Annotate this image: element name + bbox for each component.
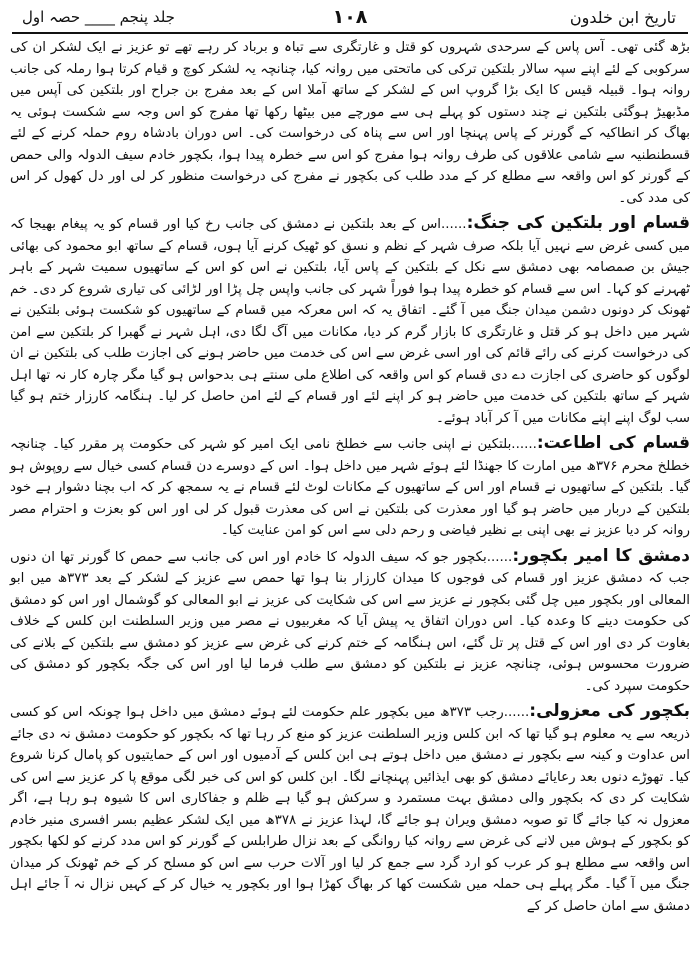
page-header <box>10 4 690 32</box>
page-number: ۱۰۸ <box>332 6 368 28</box>
section-text: ......بلتکین نے اپنی جانب سے خطلخ نامی ایک امیر کو شہر کی حکومت پر مقرر کیا۔ چنانچہ خطلخ محرم ۳۷۶ھ میں امارت کا جھنڈا لئے ہوئے شہر میں داخل ہوا۔ اس کے دوسرے دن قسام کسی خیال سے روپوش ہو گیا۔ بلتکین کے ساتھیوں نے قسام اور اس کے ساتھیوں کے مکانات لوٹ لئے قسام نے یہ سمجھ کر کہ اب بچنا دشوار ہے خود بلتکین کے دربار میں حاضر ہو گیا اور معذرت کی بلتکین نے اس کی معذرت قبول کر لی اور اس کو بعزت و احترام مصر روانہ کر دیا عزیز نے بھی اپنی بے نظیر فیاضی و رحم دلی سے اس کو امن عنایت کیا۔ <box>10 437 690 538</box>
section-damascus-amir-bakchur <box>10 546 690 698</box>
section-heading: بکچور کی معزولی: <box>529 701 690 721</box>
section-qassam-baltakin-war <box>10 213 690 429</box>
section-qassam-obedience <box>10 433 690 542</box>
paragraph-1-text: بڑھ گئی تھی۔ آس پاس کے سرحدی شہروں کو قتل و غارتگری سے تباہ و برباد کر رہے تھے تو عزیز نے ایک لشکر ان کی سرکوبی کے لئے اپنے سپہ سالار بلتکین ترکی کی ماتحتی میں روانہ کیا، چنانچہ یہ لشکر کوچ و قیام کرتا ہوا رملہ کی جانب روانہ ہوا۔ قبیلہ قیس کا ایک بڑا گروپ اس کے لشکر کے ساتھ آملا اس کے بعد مفرج بن جراح اور بلتکین کی آپس میں مڈبھیڑ ہوگئی بلتکین نے چند دستوں کو پہلے ہی سے مورچے میں بیٹھا رکھا تھا مفرج کو اس وجہ سے شکست ہوئی یہ بھاگ کر انطاکیہ کے گورنر کے پاس پہنچا اور اس سے پناہ کی درخواست کی۔ اس دوران بادشاہ روم حملہ کرنے کے لئے قسطنطنیہ سے شامی علاقوں کی طرف روانہ ہوا مفرج کو اس سے خطرہ پیدا ہوا، بکچور خادم سیف الدولہ والی حمص کے گورنر کو اس واقعہ سے مطلع کر کے مدد طلب کی بکچور نے مفرج کی درخواست منظور کر لی اور دل کھول کر اس کی مدد کی۔ <box>10 40 690 206</box>
section-text: ......بکچور جو کہ سیف الدولہ کا خادم اور اس کی جانب سے حمص کا گورنر تھا ان دنوں جب کہ دمشق عزیز اور قسام کی فوجوں کا میدان کارزار بنا ہوا تھا حمص سے عزیز کے لشکر کے بعد ۳۷۳ھ میں ابو المعالی اور بکچور میں چل گئی بکچور نے عزیز سے اس کی شکایت کی عزیز نے ابو المعالی کو گوشمال اور اس کو دمشق کی حکومت دینے کا وعدہ کیا۔ اس دوران اتفاق یہ پیش آیا کہ مغربیوں نے مصر میں وزیر السلطنت ابن کلس کے خلاف بغاوت کر دی اور اس کے قتل پر تل گئے، اس ہنگامہ کے ختم کرنے کی غرض سے عزیز کو دمشق سے بلتکین کے بلانے کی ضرورت محسوس ہوئی، چنانچہ عزیز نے بلتکین کو دمشق سے طلب فرما لیا اور اس کی جگہ بکچور کو دمشق کی حکومت سپرد کی۔ <box>10 549 690 694</box>
section-heading: دمشق کا امیر بکچور: <box>512 545 690 566</box>
volume-part: جلد پنجم ____ حصہ اول <box>22 8 175 26</box>
section-heading: قسام کی اطاعت: <box>536 433 691 453</box>
section-text: ......رجب ۳۷۳ھ میں بکچور علم حکومت لئے ہوئے دمشق میں داخل ہوا چونکہ اس کو کسی ذریعہ سے یہ معلوم ہو گیا تھا کہ ابن کلس وزیر السلطنت عزیز کو منع کر رہا تھا کہ بکچور کو حکومت دمشق نہ دی جائے اس عداوت و کینہ سے بکچور نے دمشق میں داخل ہوتے ہی ابن کلس کے آدمیوں اور اس کے حمایتیوں کو پامال کرنا شروع کیا۔ تھوڑے دنوں بعد رعایائے دمشق کو بھی ایذائیں پہنچانے لگا۔ ابن کلس کو اس کی خبر لگی موقع پا کر عزیز سے اس کی شکایت کر دی کہ بکچور والی دمشق بہت مستمرد و سرکش ہو گیا ہے ظلم و جفاکاری اس کا شیوہ ہو رہا ہے، اگر معزول نہ کیا جائے گا تو صوبہ دمشق ویران ہو جائے گا، لہذا عزیز نے ۳۷۸ھ میں ایک لشکر عظیم بسر افسری منیر خادم کو بکچور کے ہوش میں لانے کی غرض سے روانہ کیا روانگی کے بعد نزال طرابلس کے گورنر کو اس مدد کرنے کو لکھا بکچور اس واقعہ سے مطلع ہو کر عرب کو ارد گرد سے جمع کر لیا اور آلات حرب سے اس کو مسلح کر کے خم ٹھونک کر میدان جنگ میں آ گیا۔ مگر پہلے ہی حملہ میں شکست کھا کر بھاگ کھڑا ہوا اور بکچور یہ خیال کر کے کہیں نزال نہ آ جائے اہل دمشق سے امان حاصل کر کے <box>10 705 691 914</box>
book-title: تاریخ ابن خلدون <box>569 8 676 27</box>
section-heading: قسام اور بلتکین کی جنگ: <box>466 213 690 233</box>
section-bakchur-dismissal <box>10 701 690 917</box>
header-rule <box>12 32 688 34</box>
section-text: ......اس کے بعد بلتکین نے دمشق کی جانب رخ کیا اور قسام کو یہ پیغام بھیجا کہ میں کسی غرض سے نہیں آیا بلکہ صرف شہر کے نظم و نسق کو ٹھیک کرنے آیا ہوں، قسام کے ساتھ ابو محمود کی بھائی جیش بن صمصامہ بھی دمشق سے نکل کے بلتکین کے پاس آیا، بلتکین نے اس کو اس کے ساتھیوں سمیت شہر کے باہر ٹھہرنے کو کہا۔ اس سے قسام کو خطرہ پیدا ہوا فوراً شہر کی جانب واپس چل پڑا اور لڑائی کی تیاری شروع کر دی۔ خم ٹھونک کر دونوں دشمن میدان جنگ میں آ گئے۔ اتفاق یہ کہ اس معرکہ میں قسام کے ساتھیوں کو شکست ہوئی بلتکین نے شہر میں داخل ہو کر قتل و غارتگری کا بازار گرم کر دیا، مکانات میں آگ لگا دی، اہل شہر نے گھبرا کر بلتکین سے امن کی درخواست کرنے کی رائے قائم کی اور اسی غرض سے اس کی خدمت میں حاضر ہونے کی اجازت طلب کی بلتکین نے ان لوگوں کو حاضری کی اجازت دے دی قسام کو اس واقعہ کی اطلاع ملی سنتے ہی بدحواس ہو گیا مگر چارہ کار نہ تھا اہل شہر کے ساتھ بلتکین کی خدمت میں حاضر ہو کر اپنے لئے اور قسام کے لئے امن حاصل کر لیا۔ ہنگامہ کارزار ختم ہو گیا سب لوگ اپنے اپنے مکانات میں آ کر آباد ہوئے۔ <box>10 217 690 426</box>
paragraph-1 <box>10 37 690 209</box>
